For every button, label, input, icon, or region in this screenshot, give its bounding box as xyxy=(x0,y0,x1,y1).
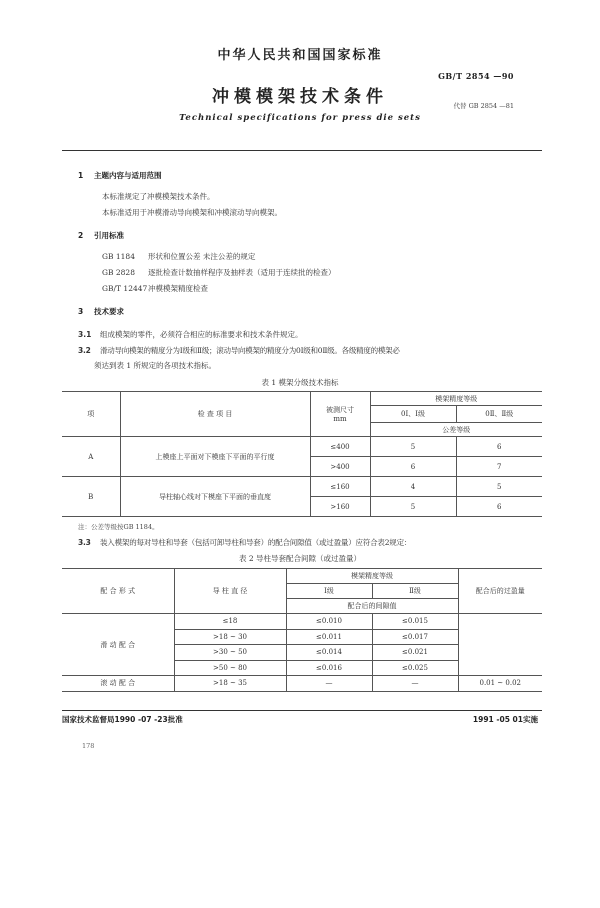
table-row xyxy=(62,614,542,630)
diameter-cell: >18 ~ 30 xyxy=(174,629,286,645)
diameter-cell: >18 ~ 35 xyxy=(174,676,286,692)
col-header-grade-2: 0Ⅱ、Ⅱ级 xyxy=(456,406,542,423)
grade-1-cell: 4 xyxy=(370,477,456,497)
section-title: 引用标准 xyxy=(94,231,124,240)
grade-2-cell: 6 xyxy=(456,437,542,457)
section-number: 1 xyxy=(78,171,84,180)
reference-item xyxy=(102,283,208,294)
footer-rule xyxy=(62,710,542,711)
reference-code: GB/T 12447 xyxy=(102,284,148,293)
table-1 xyxy=(62,391,542,517)
check-cell: 上模座上平面对下模座下平面的平行度 xyxy=(120,437,310,477)
size-cell: ≤160 xyxy=(310,477,370,497)
col-header-item: 项 xyxy=(62,392,120,437)
reference-item xyxy=(102,251,255,262)
table-1-note: 注：公差等级按GB 1184。 xyxy=(78,523,159,531)
grade-2-cell: ≤0.017 xyxy=(372,629,458,645)
grade-2-cell: ≤0.025 xyxy=(372,660,458,676)
grade-2-cell: — xyxy=(372,676,458,692)
grade-1-cell: 6 xyxy=(370,457,456,477)
col-header-grade: 模架精度等级 xyxy=(286,569,458,584)
diameter-cell: ≤18 xyxy=(174,614,286,630)
size-cell: >400 xyxy=(310,457,370,477)
clause-number: 3.1 xyxy=(78,330,92,339)
diameter-cell: >50 ~ 80 xyxy=(174,660,286,676)
grade-1-cell: 5 xyxy=(370,497,456,517)
fit-type-cell: 滚 动 配 合 xyxy=(62,676,174,692)
section-title: 技术要求 xyxy=(94,307,124,316)
grade-1-cell: ≤0.014 xyxy=(286,645,372,661)
col-header-size xyxy=(310,392,370,437)
item-cell: A xyxy=(62,437,120,477)
grade-1-cell: ≤0.016 xyxy=(286,660,372,676)
interference-cell: 0.01 ~ 0.02 xyxy=(458,676,542,692)
table-row xyxy=(62,676,542,692)
col-header-tolerance: 公差等级 xyxy=(370,423,542,437)
issuing-body: 中华人民共和国国家标准 xyxy=(217,48,383,63)
reference-item xyxy=(102,267,336,278)
clause-3-2 xyxy=(78,345,548,356)
grade-1-cell: ≤0.010 xyxy=(286,614,372,630)
clause-text: 装入模架的每对导柱和导套（包括可卸导柱和导套）的配合间隙值（或过盈量）应符合表2规定： xyxy=(100,538,412,547)
reference-text: 冲模模架精度检查 xyxy=(148,284,208,293)
interference-cell xyxy=(458,614,542,676)
col-header-fit: 配 合 形 式 xyxy=(62,569,174,614)
english-title: Technical specifications for press die sets xyxy=(179,113,421,123)
section-number: 3 xyxy=(78,307,84,316)
page-number: 178 xyxy=(82,742,95,750)
clause-number: 3.3 xyxy=(78,538,91,547)
reference-text: 逐批检查计数抽样程序及抽样表（适用于连续批的检查） xyxy=(148,268,336,277)
grade-2-cell: 6 xyxy=(456,497,542,517)
reference-code: GB 1184 xyxy=(102,252,135,261)
clause-text: 滑动导向模架的精度分为Ⅰ级和Ⅱ级；滚动导向模架的精度分为0Ⅰ级和0Ⅱ级。各级精度的模架必 xyxy=(100,346,400,355)
col-header-check: 检 查 项 目 xyxy=(120,392,310,437)
fit-type-cell: 滑 动 配 合 xyxy=(62,614,174,676)
clause-number: 3.2 xyxy=(78,346,91,355)
clause-text: 组成模架的零件，必须符合相应的标准要求和技术条件规定。 xyxy=(100,330,303,339)
table-row xyxy=(62,477,542,497)
clause-3-2-cont: 须达到表 1 所规定的各项技术指标。 xyxy=(94,361,217,370)
section-title: 主题内容与适用范围 xyxy=(94,171,162,180)
size-unit: mm xyxy=(333,415,347,423)
grade-2-cell: ≤0.021 xyxy=(372,645,458,661)
col-header-diameter: 导 柱 直 径 xyxy=(174,569,286,614)
section-2-heading xyxy=(78,230,124,241)
col-header-grade-1: 0Ⅰ、Ⅰ级 xyxy=(370,406,456,423)
table-row xyxy=(62,437,542,457)
col-header-clearance: 配合后的间隙值 xyxy=(286,599,458,614)
size-cell: >160 xyxy=(310,497,370,517)
header-rule xyxy=(62,150,542,151)
grade-2-cell: 7 xyxy=(456,457,542,477)
col-header-interference: 配合后的过盈量 xyxy=(458,569,542,614)
size-label: 被测尺寸 xyxy=(326,406,354,414)
section-number: 2 xyxy=(78,231,84,240)
item-cell: B xyxy=(62,477,120,517)
grade-1-cell: — xyxy=(286,676,372,692)
check-cell: 导柱轴心线对下模座下平面的垂直度 xyxy=(120,477,310,517)
reference-code: GB 2828 xyxy=(102,268,135,277)
size-cell: ≤400 xyxy=(310,437,370,457)
effective-date: 1991 -05 01实施 xyxy=(472,715,538,724)
document-title: 冲模模架技术条件 xyxy=(212,87,388,107)
diameter-cell: >30 ~ 50 xyxy=(174,645,286,661)
table-1-caption: 表 1 模架分级技术指标 xyxy=(261,378,339,387)
col-header-grade: 模架精度等级 xyxy=(370,392,542,406)
section-1-para-2: 本标准适用于冲模滑动导向模架和冲模滚动导向模架。 xyxy=(102,208,282,217)
replaces-standard: 代替 GB 2854 —81 xyxy=(453,102,514,110)
grade-1-cell: ≤0.011 xyxy=(286,629,372,645)
col-header-grade-2: Ⅱ级 xyxy=(372,584,458,599)
grade-2-cell: 5 xyxy=(456,477,542,497)
table-2-caption: 表 2 导柱导套配合间隙（或过盈量） xyxy=(238,554,362,563)
grade-1-cell: 5 xyxy=(370,437,456,457)
section-1-heading xyxy=(78,170,162,181)
standard-number: GB/T 2854 —90 xyxy=(438,71,514,81)
section-3-heading xyxy=(78,306,124,317)
reference-text: 形状和位置公差 未注公差的规定 xyxy=(148,252,256,261)
section-1-para-1: 本标准规定了冲模模架技术条件。 xyxy=(102,192,215,201)
clause-3-3 xyxy=(78,537,548,548)
clause-3-1 xyxy=(78,329,303,340)
grade-2-cell: ≤0.015 xyxy=(372,614,458,630)
approval-date: 国家技术监督局1990 -07 -23批准 xyxy=(62,715,183,724)
table-2 xyxy=(62,568,542,692)
col-header-grade-1: Ⅰ级 xyxy=(286,584,372,599)
